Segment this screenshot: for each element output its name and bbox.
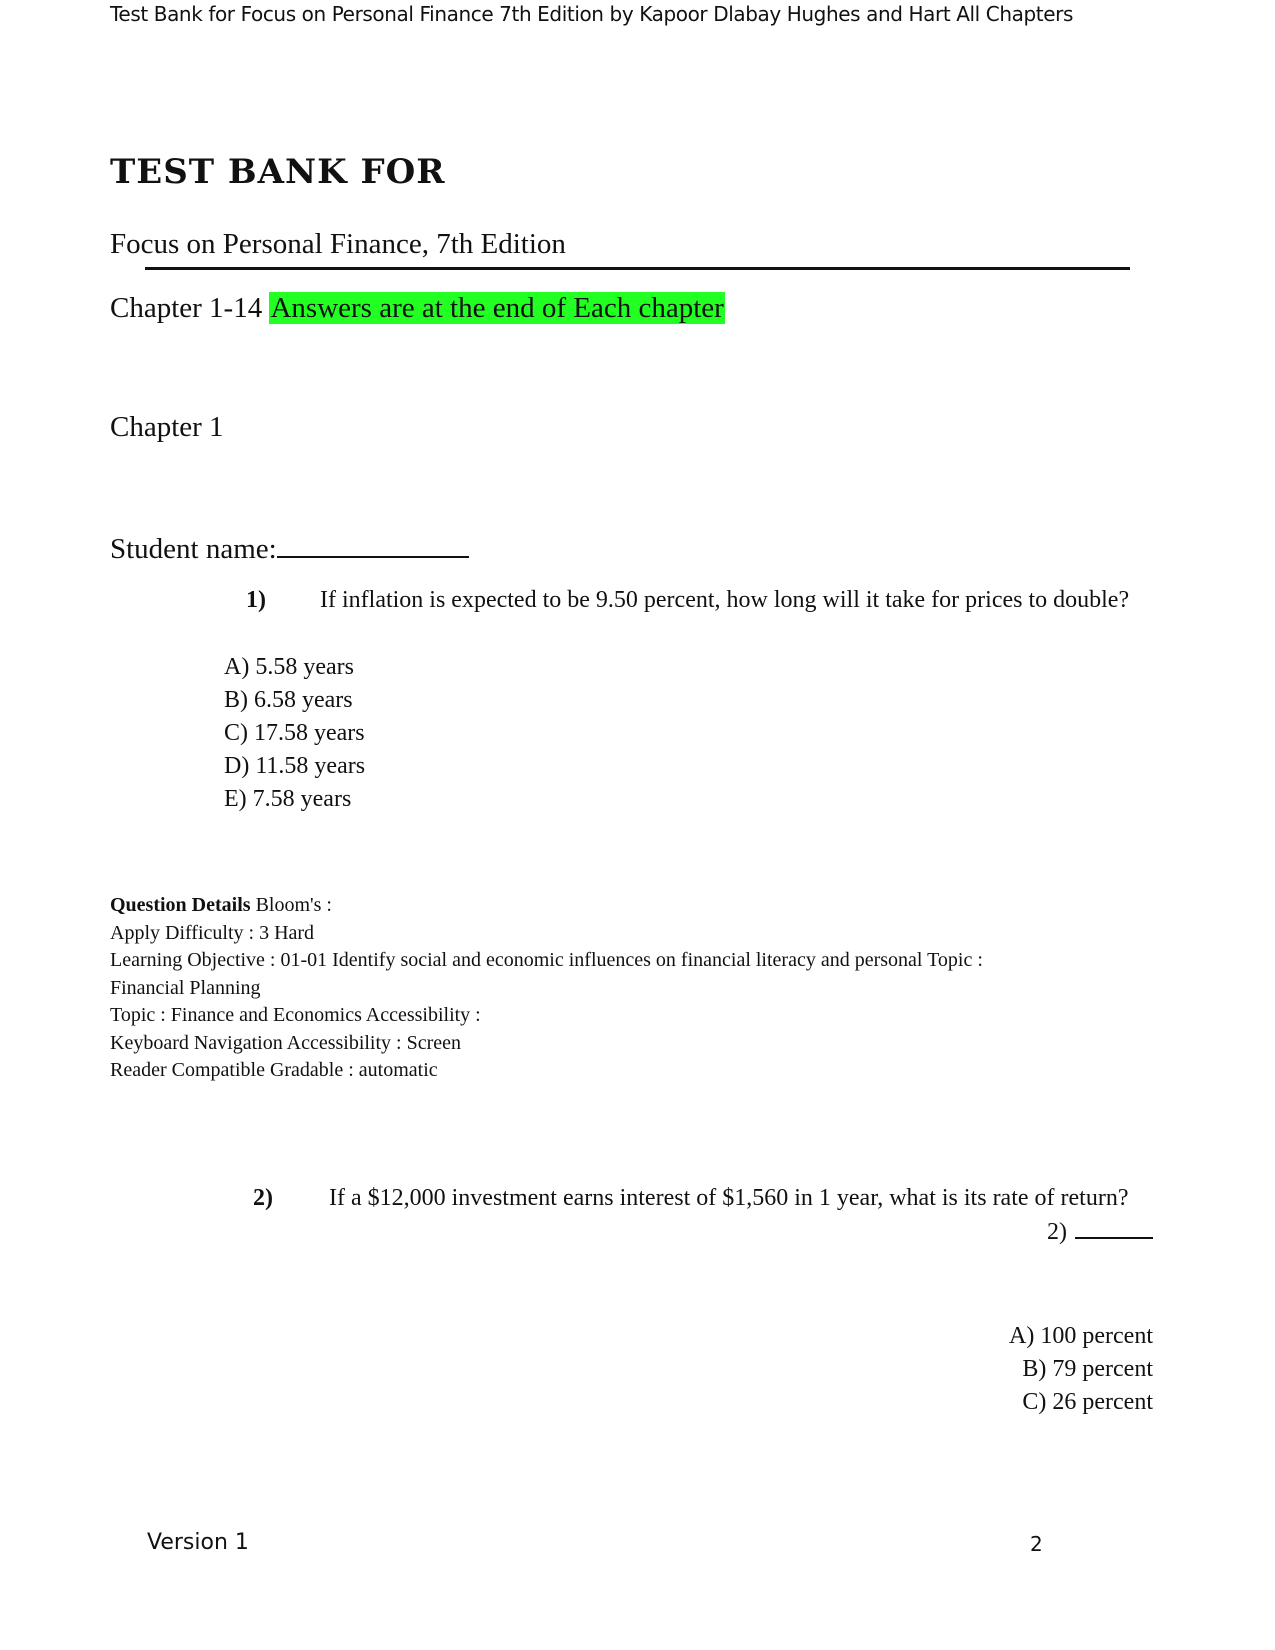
details-line-1	[110, 892, 983, 920]
question-1-number: 1)	[246, 587, 266, 613]
question-2-options	[1009, 1320, 1153, 1419]
chapter-range-line	[110, 292, 725, 325]
details-text: Bloom's :	[255, 894, 332, 916]
running-header: Test Bank for Focus on Personal Finance 7th Edition by Kapoor Dlabay Hughes and Hart All Chapters	[110, 2, 1073, 26]
document-title: TEST BANK FOR	[110, 152, 446, 192]
title-divider	[145, 267, 1130, 270]
details-label: Question Details	[110, 894, 251, 916]
option-c: C) 26 percent	[1022, 1389, 1153, 1415]
option-d: D) 11.58 years	[224, 753, 366, 779]
answer-blank	[1075, 1217, 1153, 1239]
option-a: A) 5.58 years	[224, 654, 354, 680]
answer-label: 2)	[1047, 1219, 1067, 1245]
chapter-heading: Chapter 1	[110, 411, 224, 443]
option-e: E) 7.58 years	[224, 786, 352, 812]
details-line-7: Reader Compatible Gradable : automatic	[110, 1059, 438, 1081]
details-line-4: Financial Planning	[110, 976, 261, 999]
question-2-answer-line	[1047, 1217, 1153, 1246]
question-1-options	[224, 651, 365, 816]
book-title: Focus on Personal Finance, 7th Edition	[110, 228, 566, 260]
details-line-5: Topic : Finance and Economics Accessibility :	[110, 1004, 481, 1026]
question-details	[110, 892, 983, 1085]
option-b: B) 6.58 years	[224, 687, 353, 713]
question-1-text: If inflation is expected to be 9.50 percent, how long will it take for prices to double?	[320, 587, 1130, 613]
question-2-text: If a $12,000 investment earns interest of $1,560 in 1 year, what is its rate of return?	[329, 1185, 1129, 1211]
option-b: B) 79 percent	[1022, 1356, 1153, 1382]
details-line-6: Keyboard Navigation Accessibility : Screen	[110, 1031, 462, 1054]
details-line-2: Apply Difficulty : 3 Hard	[110, 921, 315, 944]
details-line-3: Learning Objective : 01-01 Identify social and economic influences on financial literacy and personal Topic :	[110, 949, 983, 971]
student-name-label: Student name:	[110, 533, 277, 565]
page-number: 2	[1030, 1532, 1043, 1556]
option-c: C) 17.58 years	[224, 720, 365, 746]
student-name-blank	[277, 530, 469, 558]
footer-version: Version 1	[147, 1530, 249, 1555]
student-name-field	[110, 530, 469, 566]
option-a: A) 100 percent	[1009, 1323, 1153, 1349]
chapter-range: Chapter 1-14	[110, 292, 263, 324]
answers-highlight-note: Answers are at the end of Each chapter	[270, 292, 724, 324]
question-2-number: 2)	[253, 1185, 273, 1211]
